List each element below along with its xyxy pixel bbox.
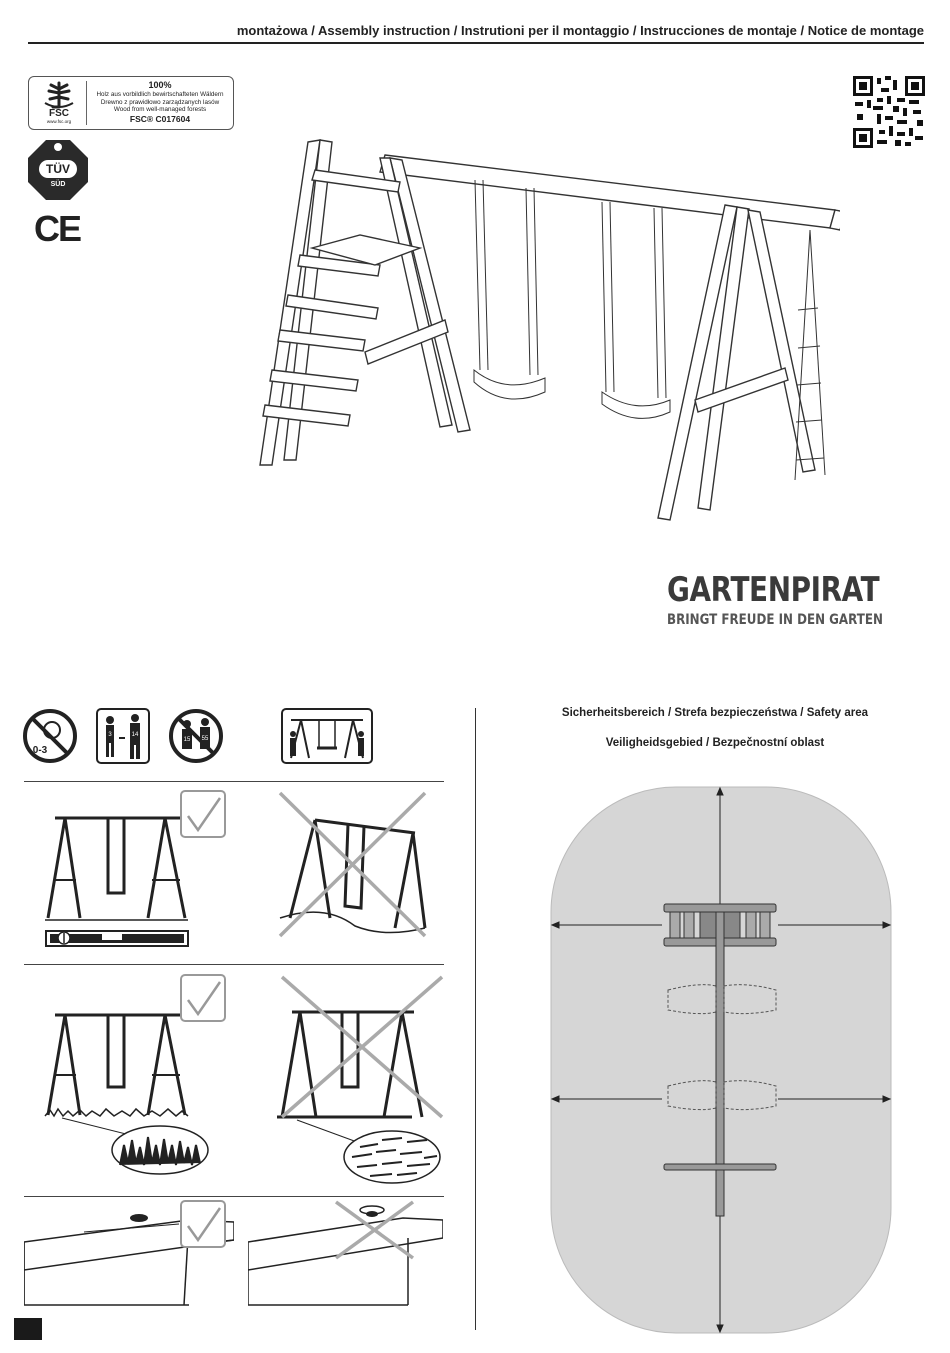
paved-ground-wrong (272, 972, 447, 1192)
fsc-line: Drewno z prawidłowo zarządzanych lasów (100, 98, 220, 106)
age-label: 0-3 (32, 745, 48, 756)
safety-title: Sicherheitsbereich / Strefa bezpieczeństwa / Safety area (561, 707, 869, 719)
max-users-icon (168, 708, 224, 764)
fsc-site: www.fsc.org (46, 119, 72, 124)
users-left-age: 15 (183, 737, 191, 743)
fsc-text (91, 80, 229, 125)
adult-left-age: 3 (108, 732, 112, 738)
page-title: montażowa / Assembly instruction / Instrutioni per il montaggio / Instrucciones de montaje / Notice de montage (236, 23, 924, 38)
brand-tagline: BRINGT FREUDE IN DEN GARTEN (667, 612, 883, 628)
brand-name: GARTENPIRAT (667, 570, 880, 610)
fsc-percent: 100% (148, 80, 172, 90)
qr-code-icon (853, 76, 925, 148)
header-divider (28, 42, 924, 44)
fsc-word: FSC (49, 108, 69, 119)
swing-set-illustration (240, 130, 840, 530)
ce-icon: CE (34, 208, 81, 249)
protruding-anchor-wrong (248, 1200, 443, 1315)
grass-icon (112, 1126, 208, 1174)
fsc-divider (86, 81, 87, 125)
column-divider (475, 708, 476, 1330)
fsc-line: Wood from well-managed forests (113, 106, 207, 113)
fsc-tree-icon (41, 81, 77, 109)
tuv-top: TÜV (46, 162, 70, 176)
two-swings-icon (281, 708, 373, 764)
adult-right-age: 14 (131, 732, 139, 738)
page-number-marker (14, 1318, 42, 1340)
spirit-level-icon (46, 931, 188, 946)
fsc-line: Holz aus vorbildlich bewirtschafteten Wäldern (96, 91, 224, 98)
brand-logo (667, 570, 883, 628)
safety-subtitle: Veiligheidsgebied / Bezpečnostní oblast (605, 737, 825, 749)
section-divider (24, 781, 444, 782)
uneven-ground-wrong (275, 788, 435, 943)
adult-supervision-icon (96, 708, 150, 764)
check-icon (180, 790, 226, 838)
section-divider (24, 1196, 444, 1197)
check-icon (180, 974, 226, 1022)
safety-area-diagram (550, 786, 892, 1334)
cross-icon (280, 793, 425, 936)
users-right-age: 55 (201, 736, 209, 742)
fsc-code: FSC® C017604 (129, 113, 191, 124)
no-under-3-icon (22, 708, 78, 764)
fsc-label (28, 76, 234, 130)
section-divider (24, 964, 444, 965)
tuv-sub: SÜD (50, 181, 66, 188)
tuv-icon (26, 138, 90, 202)
check-icon (180, 1200, 226, 1248)
